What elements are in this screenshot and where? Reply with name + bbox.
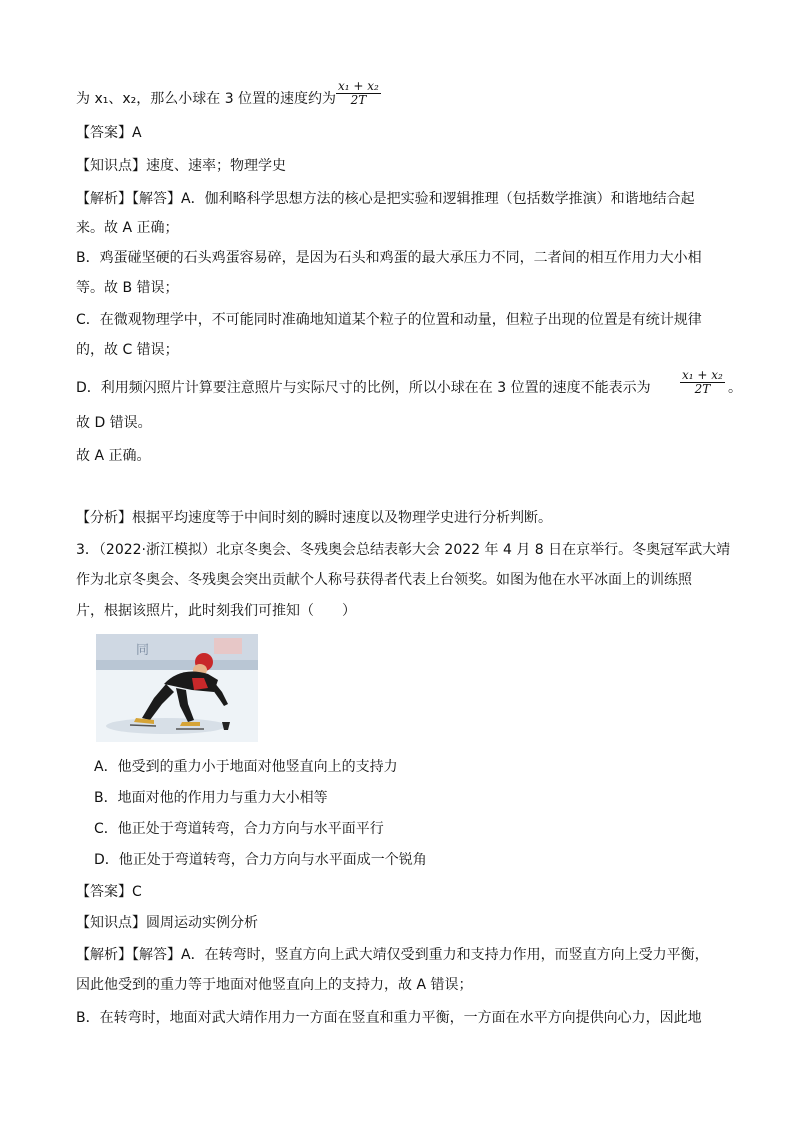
option-a: A．他受到的重力小于地面对他竖直向上的支持力: [94, 759, 398, 775]
analysis-line: 【解析】【解答】A．在转弯时，竖直方向上武大靖仅受到重力和支持力作用，而竖直方向上受力平衡，: [76, 947, 709, 963]
option-d: D．他正处于弯道转弯，合力方向与水平面成一个锐角: [94, 852, 427, 868]
text-line: B．鸡蛋碰坚硬的石头鸡蛋容易碎，是因为石头和鸡蛋的最大承压力不同，二者间的相互作用力大小相: [76, 250, 702, 266]
question-line: 3．（2022·浙江模拟）北京冬奥会、冬残奥会总结表彰大会 2022 年 4 月 8 日在京举行。冬奥冠军武大靖: [76, 542, 731, 558]
text-line: 等。故 B 错误；: [76, 280, 179, 296]
text-line: 的，故 C 错误；: [76, 342, 179, 358]
question-line: 作为北京冬奥会、冬残奥会突出贡献个人称号获得者代表上台领奖。如图为他在水平冰面上的训练照: [76, 572, 692, 588]
fraction-numerator: x₁ + x₂: [338, 79, 379, 93]
text-line: 因此他受到的重力等于地面对他竖直向上的支持力，故 A 错误；: [76, 977, 473, 993]
text-line: 来。故 A 正确；: [76, 220, 179, 236]
question-line: 片，根据该照片，此时刻我们可推知（ ）: [76, 603, 356, 619]
text-line: 故 A 正确。: [76, 448, 151, 464]
fraction-denominator: 2T: [694, 382, 711, 396]
option-c: C．他正处于弯道转弯，合力方向与水平面平行: [94, 821, 384, 837]
analysis-line: 【解析】【解答】A．伽利略科学思想方法的核心是把实验和逻辑推理（包括数学推演）和谐地结合起: [76, 191, 695, 207]
velocity-fraction-2: [680, 369, 725, 396]
text-line: B．在转弯时，地面对武大靖作用力一方面在竖直和重力平衡，一方面在水平方向提供向心力，因此地: [76, 1010, 702, 1026]
knowledge-point-line: 【知识点】速度、速率；物理学史: [76, 158, 286, 174]
text-line: [76, 378, 736, 398]
speed-skater-photo: [96, 634, 258, 742]
text-line: [76, 89, 736, 109]
answer-line: 【答案】A: [76, 125, 142, 141]
line-text: D．利用频闪照片计算要注意照片与实际尺寸的比例，所以小球在在 3 位置的速度不能表示为: [76, 380, 651, 396]
option-b: B．地面对他的作用力与重力大小相等: [94, 790, 328, 806]
line-text: 为 x₁、x₂，那么小球在 3 位置的速度约为: [76, 91, 337, 107]
summary-line: 【分析】根据平均速度等于中间时刻的瞬时速度以及物理学史进行分析判断。: [76, 510, 552, 526]
answer-line: 【答案】C: [76, 884, 142, 900]
velocity-fraction-1: [336, 80, 381, 107]
banner-text: 同: [136, 643, 150, 658]
fraction-numerator: x₁ + x₂: [682, 368, 723, 382]
text-line: 故 D 错误。: [76, 415, 152, 431]
fraction-denominator: 2T: [350, 93, 367, 107]
skater-illustration: [96, 634, 258, 742]
line-end-period: 。: [728, 380, 742, 396]
knowledge-point-line: 【知识点】圆周运动实例分析: [76, 915, 258, 931]
text-line: C．在微观物理学中，不可能同时准确地知道某个粒子的位置和动量，但粒子出现的位置是有统计规律: [76, 312, 702, 328]
